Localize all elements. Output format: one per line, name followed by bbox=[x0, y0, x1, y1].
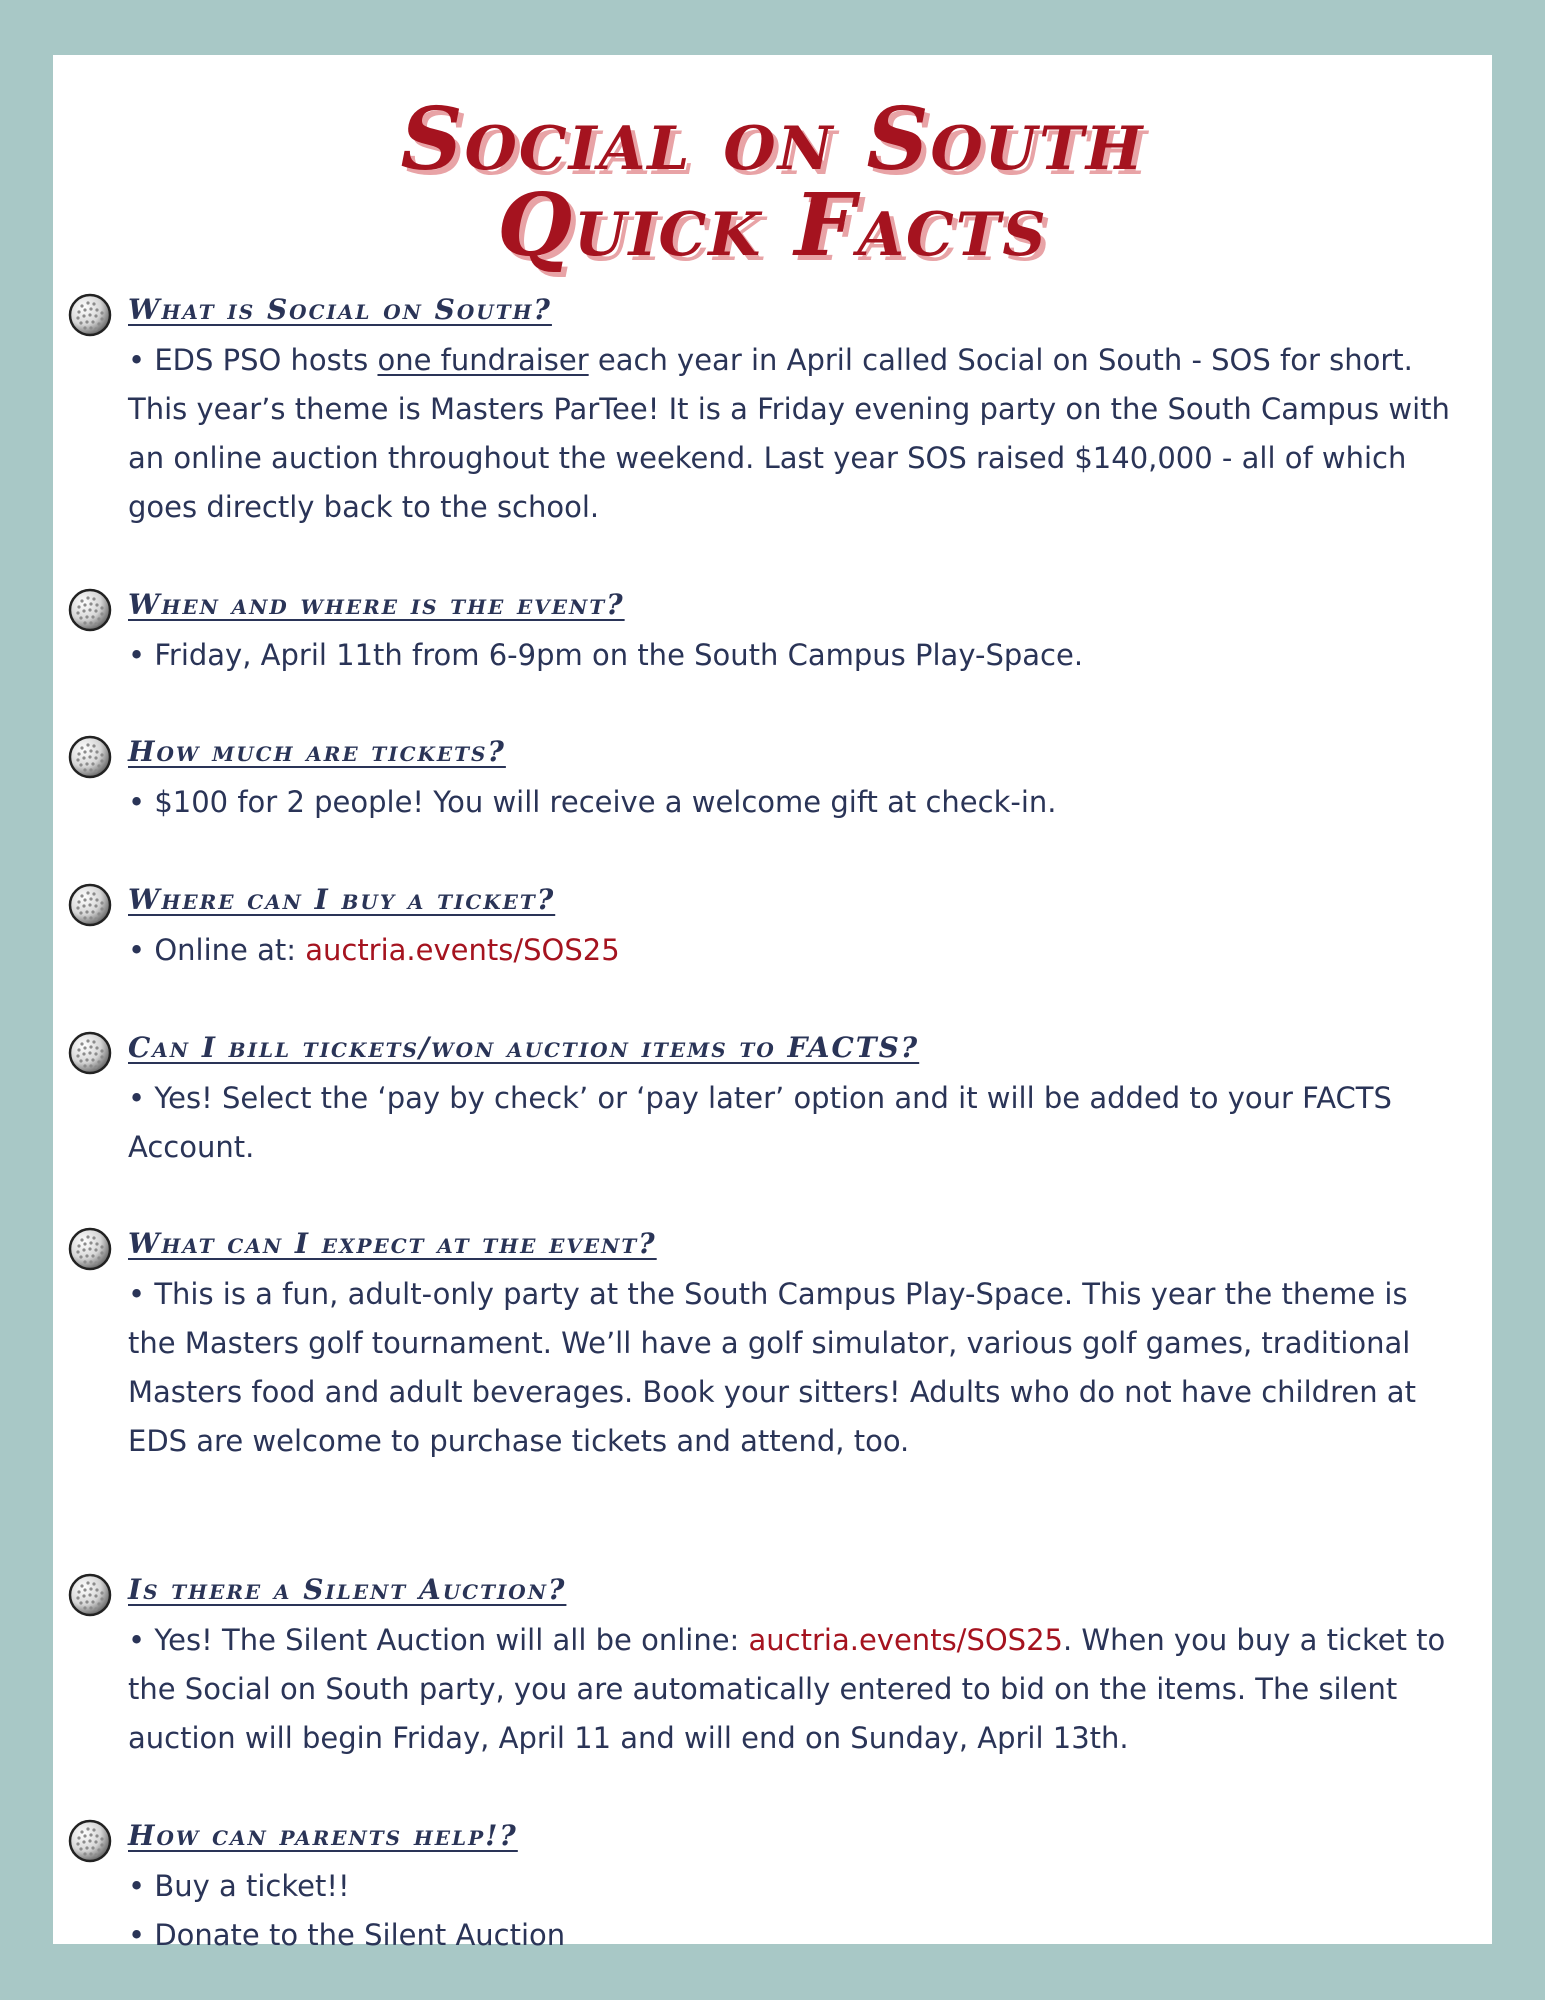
golf-ball-icon bbox=[67, 1030, 113, 1076]
faq-answer bbox=[128, 1616, 1458, 1763]
answer-text: . When you buy a ticket to the Social on South party, you are automatically entered to bid on the items. The silent auction will begin Friday, April 11 and will end on Sunday, April 13th. bbox=[128, 1623, 1446, 1755]
golf-ball-icon bbox=[67, 1226, 113, 1272]
faq-question: Can I bill tickets/won auction items to FACTS? bbox=[128, 1031, 920, 1064]
faq-answer bbox=[128, 336, 1458, 532]
faq-answer bbox=[128, 1270, 1458, 1466]
faq-question: What can I expect at the event? bbox=[128, 1227, 657, 1260]
faq-question: Is there a Silent Auction? bbox=[128, 1573, 567, 1606]
faq-question: Where can I buy a ticket? bbox=[128, 883, 556, 916]
answer-line: • Buy a ticket!! bbox=[128, 1869, 350, 1903]
faq-question: What is Social on South? bbox=[128, 293, 552, 326]
faq-question: How can parents help!? bbox=[128, 1819, 518, 1852]
auction-link[interactable]: auctria.events/SOS25 bbox=[748, 1623, 1063, 1657]
answer-text: • EDS PSO hosts bbox=[128, 343, 378, 377]
golf-ball-icon bbox=[67, 1572, 113, 1618]
faq-question: When and where is the event? bbox=[128, 588, 625, 621]
answer-text: • Yes! Select the ‘pay by check’ or ‘pay later’ option and it will be added to your FACTS Account. bbox=[128, 1081, 1392, 1164]
title-line-1: Social on South bbox=[400, 89, 1145, 190]
faq-answer bbox=[128, 1862, 1458, 1960]
golf-ball-icon bbox=[67, 734, 113, 780]
answer-line: • Donate to the Silent Auction bbox=[128, 1918, 566, 1952]
answer-text: • Online at: bbox=[128, 933, 306, 967]
answer-text: • This is a fun, adult-only party at the South Campus Play-Space. This year the theme is the Masters golf tournament. We’ll have a golf simulator, various golf games, traditional Masters food and adult beverages. Book your sitters! Adults who do not have children at EDS are welcome to purchase tickets and attend, too. bbox=[128, 1277, 1416, 1458]
golf-ball-icon bbox=[67, 587, 113, 633]
faq-answer bbox=[128, 631, 1458, 680]
golf-ball-icon bbox=[67, 292, 113, 338]
answer-text: • $100 for 2 people! You will receive a welcome gift at check-in. bbox=[128, 785, 1057, 819]
golf-ball-icon bbox=[67, 1818, 113, 1864]
faq-answer bbox=[128, 1074, 1458, 1172]
faq-question: How much are tickets? bbox=[128, 735, 506, 768]
golf-ball-icon bbox=[67, 882, 113, 928]
title-line-2: Quick Facts bbox=[497, 175, 1048, 276]
one-fundraiser-emphasis: one fundraiser bbox=[377, 343, 589, 377]
flyer-card bbox=[53, 55, 1492, 1952]
faq-answer bbox=[128, 778, 1458, 827]
auction-link[interactable]: auctria.events/SOS25 bbox=[305, 933, 620, 967]
answer-text: each year in April called Social on South - SOS for short. This year’s theme is Masters ParTee! It is a Friday evening party on the South Campus with an online auction throughout the weekend. Last year SOS raised $140,000 - all of which goes directly back to the school. bbox=[128, 343, 1450, 524]
answer-text: • Friday, April 11th from 6-9pm on the South Campus Play-Space. bbox=[128, 638, 1084, 672]
faq-answer bbox=[128, 926, 1458, 975]
answer-text: • Yes! The Silent Auction will all be online: bbox=[128, 1623, 749, 1657]
